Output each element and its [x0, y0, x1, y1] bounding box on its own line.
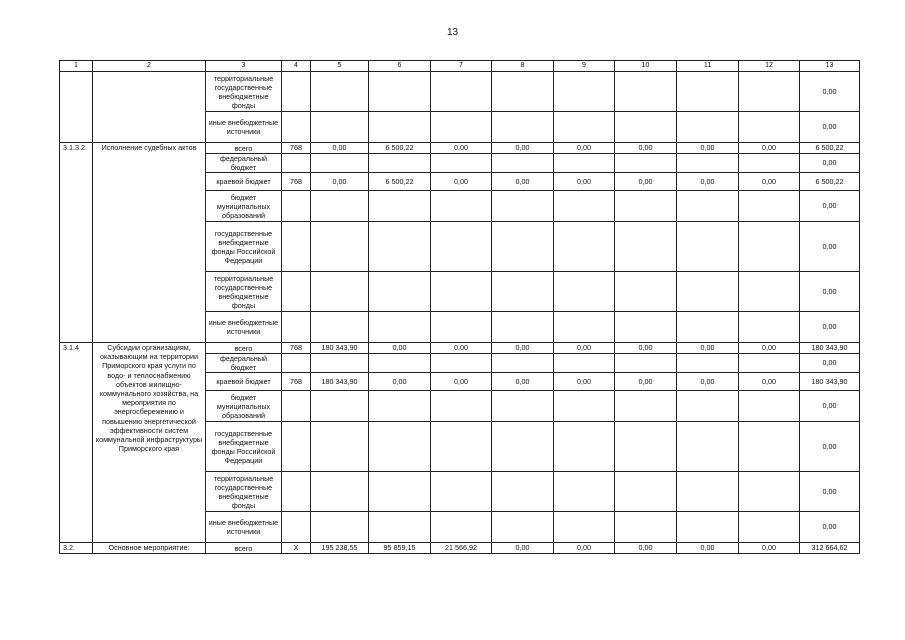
amount-cell: 0,00 [677, 373, 739, 391]
column-header: 10 [615, 61, 677, 72]
amount-cell [311, 422, 369, 472]
amount-cell [369, 191, 431, 222]
amount-cell [369, 472, 431, 512]
amount-cell: 0,00 [677, 143, 739, 154]
amount-cell [311, 354, 369, 373]
amount-cell [369, 354, 431, 373]
header-row [60, 61, 860, 72]
amount-cell [282, 472, 311, 512]
amount-cell [739, 354, 800, 373]
amount-cell [554, 191, 615, 222]
funding-source: всего [206, 143, 282, 154]
amount-cell [554, 512, 615, 543]
item-code: 3.2. [60, 543, 93, 554]
amount-cell [431, 391, 492, 422]
amount-cell: 0,00 [431, 143, 492, 154]
funding-source: бюджет муниципальных образований [206, 191, 282, 222]
amount-cell [492, 354, 554, 373]
amount-cell [554, 72, 615, 112]
amount-cell [282, 222, 311, 272]
amount-cell: 0,00 [800, 154, 860, 173]
funding-source: территориальные государственные внебюджетные фонды [206, 472, 282, 512]
amount-cell [311, 512, 369, 543]
amount-cell: 0,00 [615, 143, 677, 154]
amount-cell [492, 312, 554, 343]
amount-cell [282, 354, 311, 373]
amount-cell: 0,00 [739, 543, 800, 554]
amount-cell [492, 472, 554, 512]
amount-cell [369, 72, 431, 112]
amount-cell: X [282, 543, 311, 554]
amount-cell [677, 312, 739, 343]
amount-cell: 0,00 [800, 312, 860, 343]
amount-cell: 0,00 [311, 143, 369, 154]
amount-cell [431, 154, 492, 173]
amount-cell [615, 354, 677, 373]
amount-cell: 0,00 [492, 373, 554, 391]
amount-cell [311, 112, 369, 143]
amount-cell [554, 472, 615, 512]
funding-source: федеральный бюджет [206, 154, 282, 173]
amount-cell: 0,00 [800, 422, 860, 472]
amount-cell: 0,00 [800, 272, 860, 312]
amount-cell: 0,00 [800, 222, 860, 272]
amount-cell [369, 112, 431, 143]
amount-cell [492, 422, 554, 472]
amount-cell [282, 191, 311, 222]
amount-cell [554, 422, 615, 472]
table-row [60, 543, 860, 554]
funding-source: иные внебюджетные источники [206, 512, 282, 543]
amount-cell [615, 472, 677, 512]
amount-cell [554, 154, 615, 173]
amount-cell [615, 512, 677, 543]
amount-cell: 0,00 [431, 173, 492, 191]
item-name: Субсидии организациям, оказывающим на территории Приморского края услуги по водо- и теплоснабжению объектов жилищно-коммунального хозяйства, на мероприятия по энергосбережению и повышению энергетической эффективности систем коммунальной инфраструктуры Приморского края [93, 343, 206, 543]
amount-cell [282, 112, 311, 143]
amount-cell [431, 512, 492, 543]
amount-cell [431, 422, 492, 472]
amount-cell [677, 472, 739, 512]
amount-cell: 0,00 [369, 373, 431, 391]
amount-cell [431, 472, 492, 512]
amount-cell: 0,00 [492, 173, 554, 191]
amount-cell [554, 391, 615, 422]
amount-cell [311, 72, 369, 112]
amount-cell [311, 472, 369, 512]
funding-source: федеральный бюджет [206, 354, 282, 373]
amount-cell [615, 222, 677, 272]
amount-cell [492, 222, 554, 272]
funding-source: краевой бюджет [206, 173, 282, 191]
amount-cell [311, 222, 369, 272]
amount-cell: 180 343,90 [311, 343, 369, 354]
amount-cell: 21 566,92 [431, 543, 492, 554]
table-row [60, 143, 860, 154]
amount-cell: 180 343,90 [800, 343, 860, 354]
amount-cell [615, 312, 677, 343]
amount-cell: 0,00 [739, 173, 800, 191]
amount-cell: 0,00 [677, 543, 739, 554]
amount-cell: 0,00 [615, 373, 677, 391]
amount-cell [677, 72, 739, 112]
amount-cell: 768 [282, 143, 311, 154]
amount-cell [431, 191, 492, 222]
amount-cell: 0,00 [800, 191, 860, 222]
amount-cell: 0,00 [677, 173, 739, 191]
amount-cell [677, 222, 739, 272]
funding-source: государственные внебюджетные фонды Российской Федерации [206, 422, 282, 472]
amount-cell [677, 422, 739, 472]
amount-cell [311, 272, 369, 312]
amount-cell: 0,00 [369, 343, 431, 354]
column-header: 13 [800, 61, 860, 72]
amount-cell: 0,00 [431, 373, 492, 391]
amount-cell [282, 512, 311, 543]
amount-cell [677, 354, 739, 373]
amount-cell [369, 391, 431, 422]
amount-cell [677, 154, 739, 173]
amount-cell [677, 112, 739, 143]
amount-cell [739, 472, 800, 512]
amount-cell: 0,00 [800, 512, 860, 543]
amount-cell: 0,00 [800, 472, 860, 512]
funding-source: краевой бюджет [206, 373, 282, 391]
amount-cell [739, 391, 800, 422]
column-header: 5 [311, 61, 369, 72]
amount-cell [311, 391, 369, 422]
column-header: 2 [93, 61, 206, 72]
amount-cell [282, 154, 311, 173]
amount-cell [677, 191, 739, 222]
amount-cell [615, 422, 677, 472]
amount-cell: 180 343,90 [311, 373, 369, 391]
amount-cell [282, 272, 311, 312]
column-header: 4 [282, 61, 311, 72]
funding-source: территориальные государственные внебюджетные фонды [206, 272, 282, 312]
amount-cell [311, 312, 369, 343]
amount-cell [677, 272, 739, 312]
amount-cell: 0,00 [800, 112, 860, 143]
amount-cell: 6 500,22 [369, 173, 431, 191]
amount-cell: 0,00 [554, 143, 615, 154]
amount-cell [369, 272, 431, 312]
column-header: 6 [369, 61, 431, 72]
column-header: 7 [431, 61, 492, 72]
table-row [60, 72, 860, 112]
amount-cell [615, 391, 677, 422]
amount-cell: 0,00 [800, 391, 860, 422]
amount-cell [431, 112, 492, 143]
amount-cell: 6 500,22 [800, 143, 860, 154]
amount-cell: 95 859,15 [369, 543, 431, 554]
item-code: 3.1.4 [60, 343, 93, 543]
funding-source: всего [206, 343, 282, 354]
item-code [60, 72, 93, 143]
amount-cell [369, 312, 431, 343]
amount-cell: 312 664,62 [800, 543, 860, 554]
item-code: 3.1.3.2. [60, 143, 93, 343]
funding-source: иные внебюджетные источники [206, 312, 282, 343]
column-header: 9 [554, 61, 615, 72]
amount-cell: 0,00 [739, 143, 800, 154]
column-header: 12 [739, 61, 800, 72]
amount-cell: 0,00 [554, 543, 615, 554]
amount-cell [492, 72, 554, 112]
amount-cell [492, 391, 554, 422]
amount-cell [311, 191, 369, 222]
amount-cell: 195 238,55 [311, 543, 369, 554]
amount-cell: 0,00 [492, 143, 554, 154]
amount-cell: 0,00 [739, 373, 800, 391]
amount-cell [615, 154, 677, 173]
amount-cell [739, 154, 800, 173]
amount-cell [492, 272, 554, 312]
amount-cell [677, 512, 739, 543]
amount-cell: 0,00 [492, 343, 554, 354]
amount-cell: 0,00 [800, 72, 860, 112]
column-header: 1 [60, 61, 93, 72]
amount-cell: 0,00 [431, 343, 492, 354]
amount-cell: 0,00 [554, 173, 615, 191]
amount-cell [431, 272, 492, 312]
amount-cell [739, 112, 800, 143]
amount-cell: 0,00 [677, 343, 739, 354]
amount-cell: 768 [282, 173, 311, 191]
amount-cell: 0,00 [311, 173, 369, 191]
amount-cell [282, 391, 311, 422]
amount-cell [739, 312, 800, 343]
funding-source: всего [206, 543, 282, 554]
table-row [60, 343, 860, 354]
amount-cell [739, 512, 800, 543]
funding-source: государственные внебюджетные фонды Российской Федерации [206, 222, 282, 272]
budget-table [59, 60, 860, 554]
amount-cell [554, 112, 615, 143]
amount-cell [739, 272, 800, 312]
amount-cell [431, 72, 492, 112]
amount-cell [369, 422, 431, 472]
amount-cell: 180 343,90 [800, 373, 860, 391]
amount-cell [739, 191, 800, 222]
column-header: 8 [492, 61, 554, 72]
amount-cell [554, 354, 615, 373]
item-name: Исполнение судебных актов [93, 143, 206, 343]
amount-cell [739, 422, 800, 472]
funding-source: территориальные государственные внебюджетные фонды [206, 72, 282, 112]
amount-cell [615, 191, 677, 222]
amount-cell [492, 154, 554, 173]
item-name [93, 72, 206, 143]
funding-source: иные внебюджетные источники [206, 112, 282, 143]
amount-cell: 768 [282, 373, 311, 391]
amount-cell: 0,00 [739, 343, 800, 354]
column-header: 3 [206, 61, 282, 72]
amount-cell: 0,00 [615, 173, 677, 191]
amount-cell [739, 72, 800, 112]
amount-cell [492, 191, 554, 222]
amount-cell: 6 500,22 [369, 143, 431, 154]
amount-cell: 0,00 [492, 543, 554, 554]
amount-cell [492, 512, 554, 543]
amount-cell [369, 512, 431, 543]
amount-cell [431, 222, 492, 272]
amount-cell: 768 [282, 343, 311, 354]
amount-cell [554, 222, 615, 272]
amount-cell: 0,00 [615, 343, 677, 354]
page-number: 13 [446, 27, 459, 38]
amount-cell: 0,00 [554, 343, 615, 354]
amount-cell [311, 154, 369, 173]
amount-cell [739, 222, 800, 272]
amount-cell [677, 391, 739, 422]
funding-source: бюджет муниципальных образований [206, 391, 282, 422]
column-header: 11 [677, 61, 739, 72]
amount-cell: 0,00 [615, 543, 677, 554]
amount-cell [615, 72, 677, 112]
amount-cell [615, 112, 677, 143]
amount-cell [369, 222, 431, 272]
amount-cell: 0,00 [800, 354, 860, 373]
amount-cell: 6 500,22 [800, 173, 860, 191]
amount-cell [554, 272, 615, 312]
amount-cell [282, 422, 311, 472]
amount-cell [615, 272, 677, 312]
item-name: Основное мероприятие: [93, 543, 206, 554]
amount-cell [369, 154, 431, 173]
amount-cell [282, 312, 311, 343]
amount-cell [431, 354, 492, 373]
amount-cell [554, 312, 615, 343]
amount-cell [492, 112, 554, 143]
amount-cell [431, 312, 492, 343]
amount-cell [282, 72, 311, 112]
amount-cell: 0,00 [554, 373, 615, 391]
